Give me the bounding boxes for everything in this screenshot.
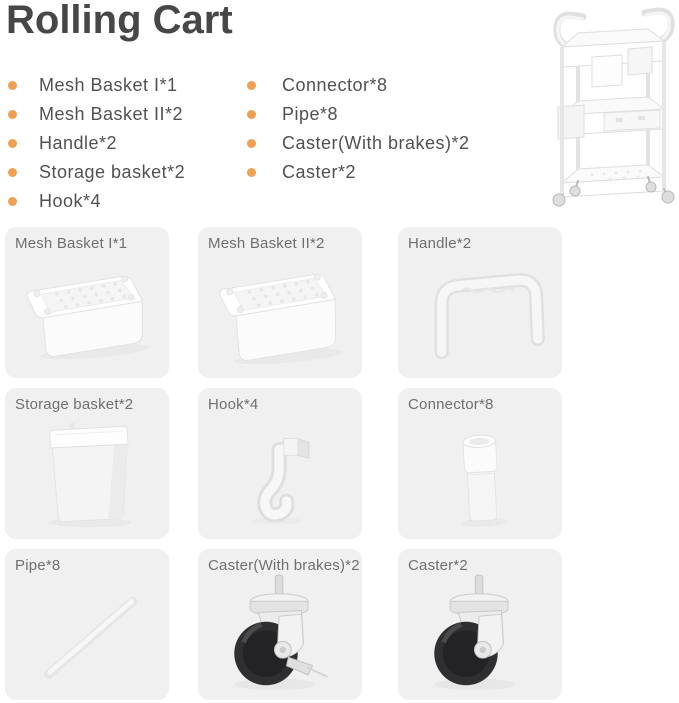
part-card-caster-with-brakes [198,549,362,700]
list-item-label: Mesh Basket II*2 [39,104,184,124]
pipe-icon [17,575,157,695]
list-item-label: Caster(With brakes)*2 [282,133,470,153]
list-item-label: Connector*8 [282,75,388,95]
bullet-icon [247,168,256,177]
list-item-label: Caster*2 [282,162,357,182]
parts-list-right [247,71,470,187]
mesh-basket-icon [13,253,161,371]
part-card-mesh-basket-1 [5,227,169,378]
handle-image [410,253,550,369]
list-item [247,71,470,100]
part-card-caster [398,549,562,700]
part-card-connector [398,388,562,539]
bullet-icon [8,168,17,177]
part-card-pipe [5,549,169,700]
storage-basket-icon [17,414,157,534]
bullet-icon [247,81,256,90]
storage-basket-image [17,414,157,534]
part-card-label: Mesh Basket II*2 [208,235,325,252]
part-card-hook [198,388,362,539]
mesh-basket-1-image [13,253,161,371]
list-item-label: Handle*2 [39,133,118,153]
part-card-label: Pipe*8 [15,557,61,574]
rolling-cart-icon [552,3,676,207]
connector-image [410,414,550,534]
part-card-label: Handle*2 [408,235,472,252]
part-card-label: Hook*4 [208,396,259,413]
caster-with-brakes-image [210,571,350,695]
part-card-storage-basket [5,388,169,539]
caster-image [410,571,550,695]
list-item-label: Pipe*8 [282,104,339,124]
mesh-basket-icon [206,253,354,371]
list-item [8,158,185,187]
mesh-basket-2-image [206,253,354,371]
part-card-label: Connector*8 [408,396,494,413]
part-card-label: Mesh Basket I*1 [15,235,128,252]
list-item [247,129,470,158]
list-item-label: Storage basket*2 [39,162,186,182]
handle-icon [410,253,550,369]
bullet-icon [247,139,256,148]
bullet-icon [8,139,17,148]
connector-icon [410,414,550,534]
rolling-cart-image [552,3,676,207]
hook-image [210,414,350,534]
part-card-mesh-basket-2 [198,227,362,378]
bullet-icon [247,110,256,119]
list-item [8,71,185,100]
part-card-handle [398,227,562,378]
list-item [8,100,185,129]
list-item [247,158,470,187]
hook-icon [210,414,350,534]
list-item [8,129,185,158]
parts-list-left [8,71,185,216]
page-title: Rolling Cart [6,0,233,42]
part-card-label: Caster(With brakes)*2 [208,557,360,574]
bullet-icon [8,197,17,206]
list-item [8,187,185,216]
pipe-image [17,575,157,695]
part-card-label: Storage basket*2 [15,396,134,413]
bullet-icon [8,81,17,90]
list-item-label: Hook*4 [39,191,102,211]
part-card-label: Caster*2 [408,557,468,574]
list-item-label: Mesh Basket I*1 [39,75,178,95]
caster-with-brakes-icon [210,571,350,695]
caster-icon [410,571,550,695]
list-item [247,100,470,129]
bullet-icon [8,110,17,119]
